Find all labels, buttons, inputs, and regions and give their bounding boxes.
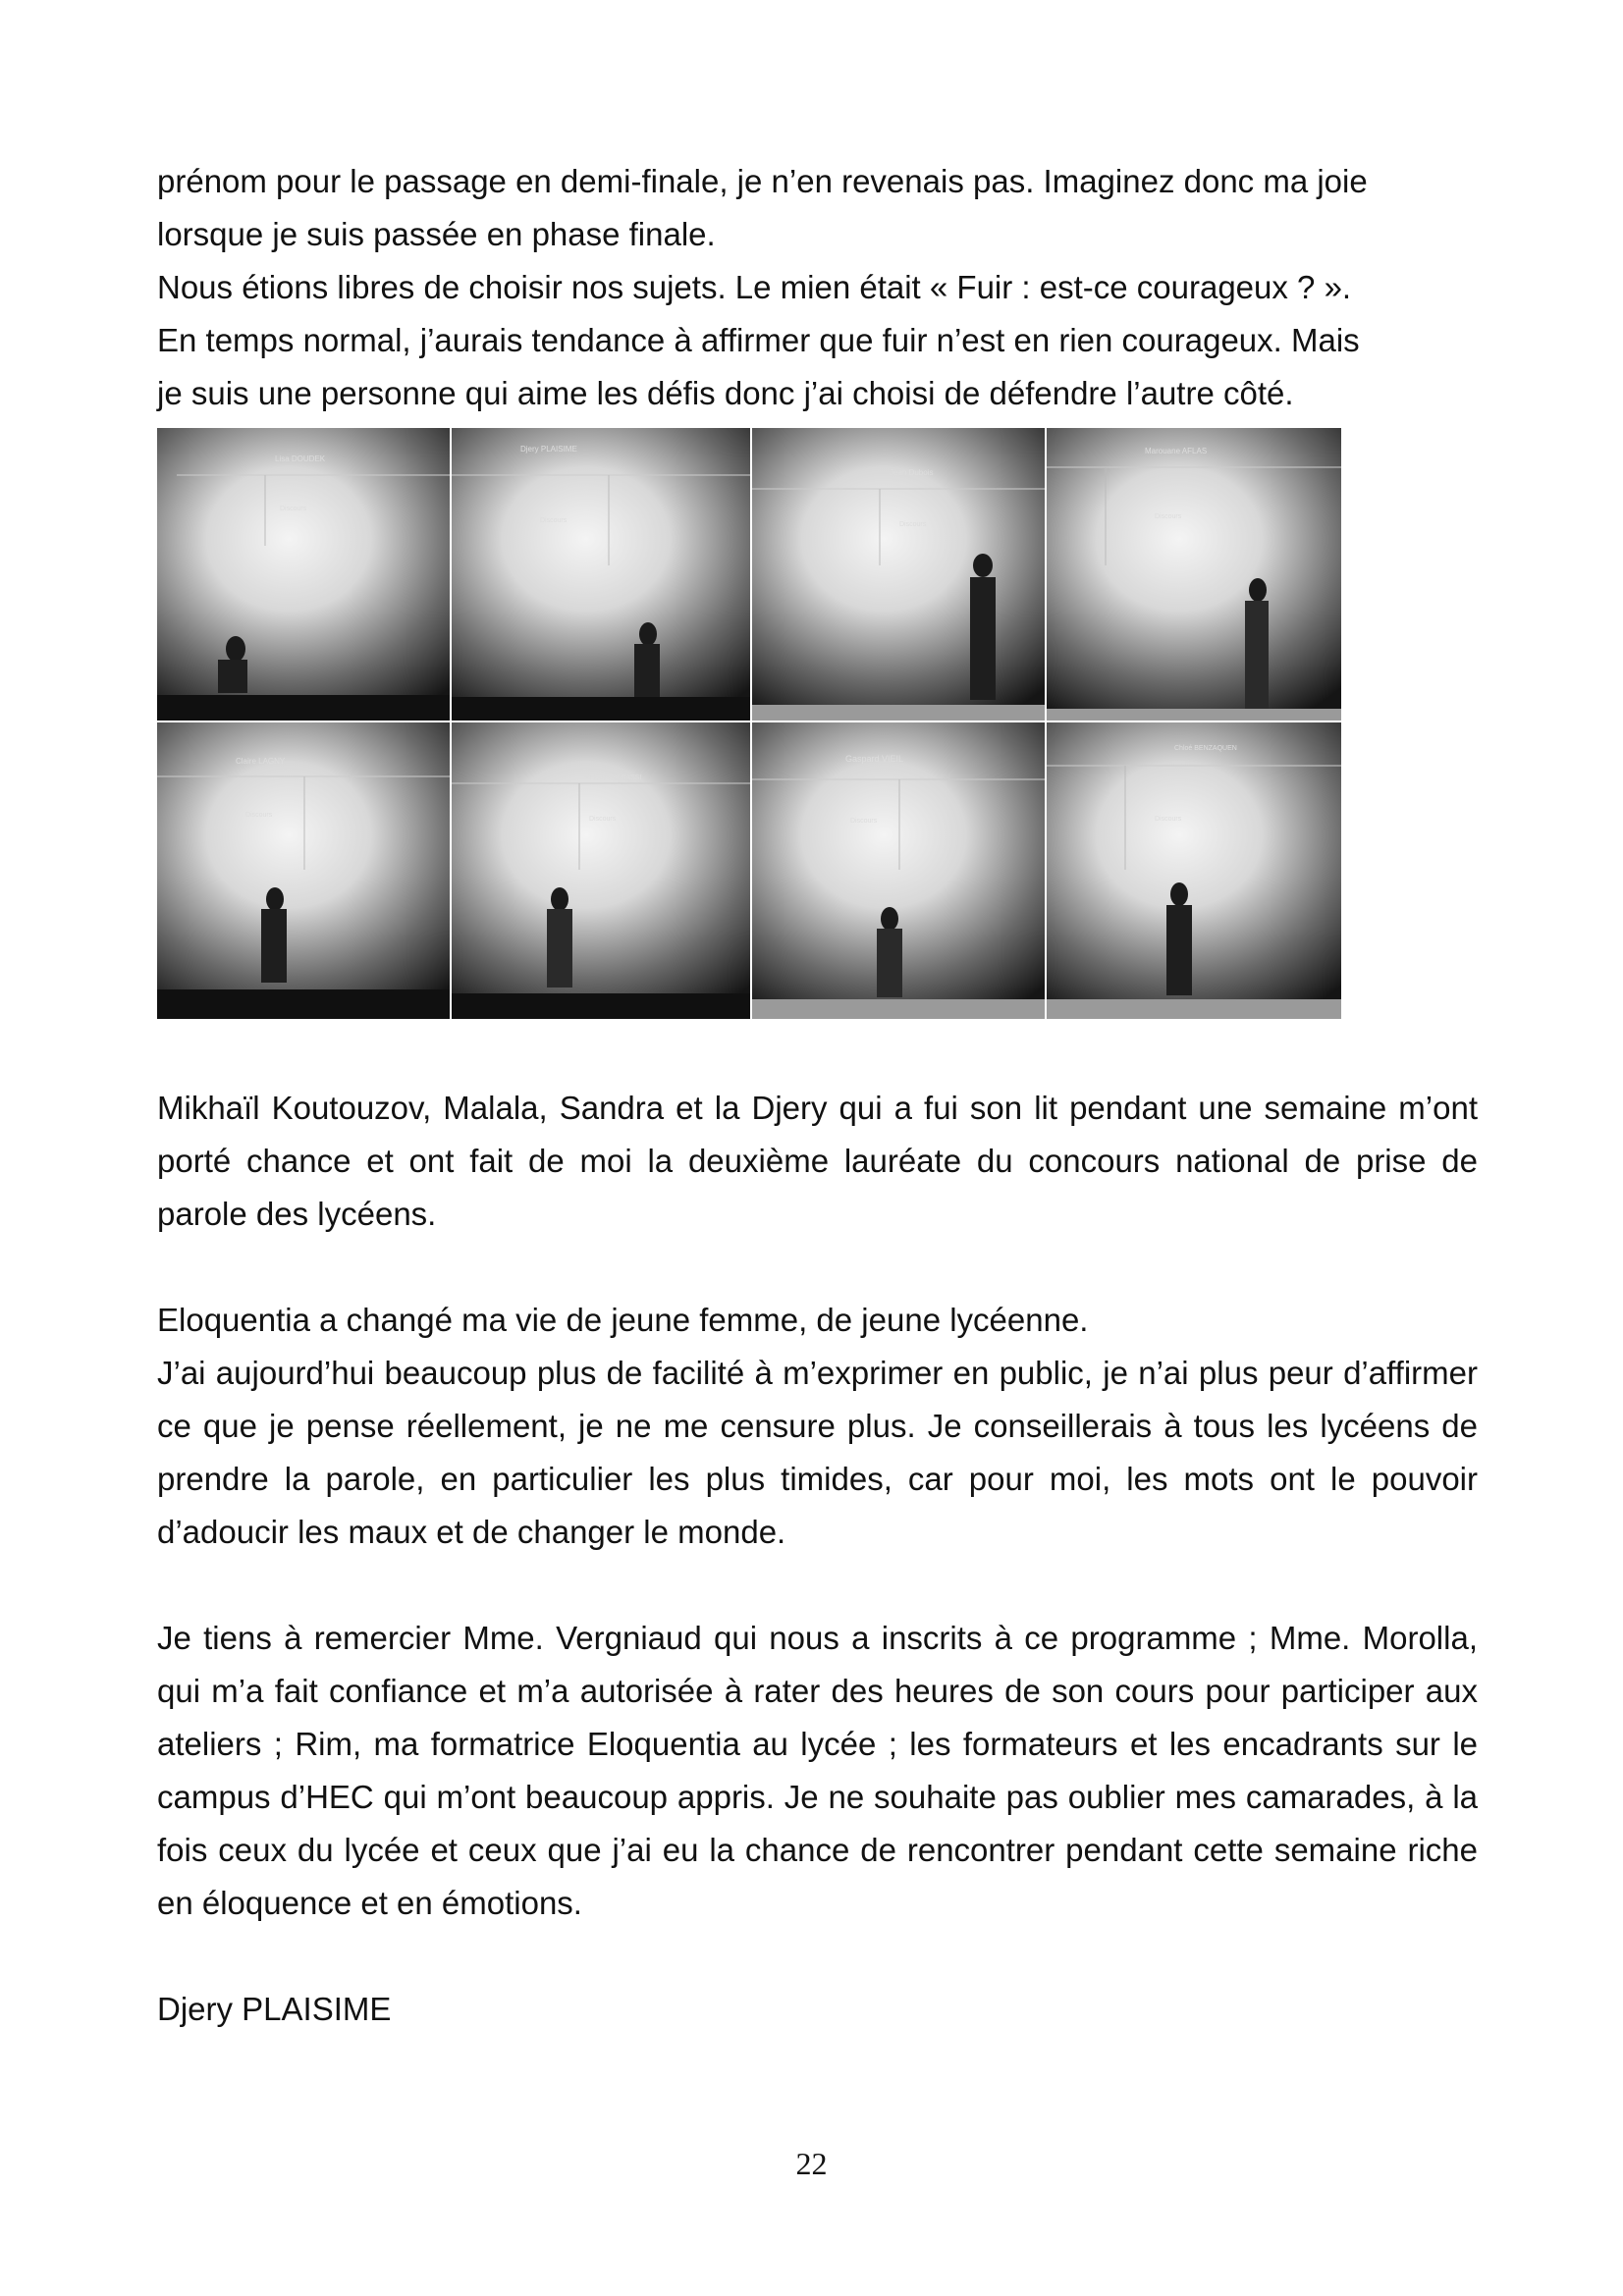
photo-name-label: Gaspard VIEIL: [845, 754, 904, 764]
photo-role-label: Discours: [245, 812, 273, 819]
photo-role-label: Discours: [850, 818, 878, 825]
text-line: J’ai aujourd’hui beaucoup plus de facilité à m’exprimer en public, je n’ai plus peur d’affirmer ce que je pense réellement, je ne me censure plus. Je conseillerais à tous les lycéens de prendre la parole, en particulier les plus timides, car pour moi, les mots ont le pouvoir d’adoucir les maux et de changer le monde.: [157, 1355, 1478, 1550]
text-line: En temps normal, j’aurais tendance à affirmer que fuir n’est en rien courageux. Mais: [157, 322, 1360, 358]
stage-photo-4: [1047, 428, 1341, 721]
stage-photo-8: [1047, 722, 1341, 1019]
photo-name-label: Jean Dubois: [890, 468, 934, 477]
paragraph-acknowledgements: Je tiens à remercier Mme. Vergniaud qui nous a inscrits à ce programme ; Mme. Morolla, qui m’a fait confiance et m’a autorisée à rater des heures de son cours pour participer aux ateliers ; Rim, ma formatrice Eloquentia au lycée ; les formateurs et les encadrants sur le campus d’HEC qui m’ont beaucoup appris. Je ne souhaite pas oublier mes camarades, à la fois ceux du lycée et ceux que j’ai eu la chance de rencontrer pendant cette semaine riche en éloquence et en émotions.: [157, 1620, 1478, 1921]
text-line: Eloquentia a changé ma vie de jeune femme, de jeune lycéenne.: [157, 1302, 1089, 1338]
signature: Djery PLAISIME: [157, 1991, 392, 2027]
page-number: 22: [795, 2146, 828, 2181]
stage-photo-1: [157, 428, 450, 721]
photo-name-label: Marouane AFLAS: [1145, 447, 1208, 455]
photo-role-label: Discours: [1155, 816, 1182, 823]
text-line: je suis une personne qui aime les défis donc j’ai choisi de défendre l’autre côté.: [157, 375, 1294, 411]
photo-name-label: Chloé BENZAQUEN: [1174, 745, 1237, 752]
text-line: prénom pour le passage en demi-finale, je n’en revenais pas. Imaginez donc ma joie: [157, 163, 1368, 199]
stage-photo-2: [452, 428, 750, 721]
photo-role-label: Discours: [1155, 513, 1182, 520]
photo-name-label: Claire LAGNY: [236, 757, 286, 766]
stage-photo-3: [752, 428, 1045, 721]
text-line: Nous étions libres de choisir nos sujets. Le mien était « Fuir : est-ce courageux ? ».: [157, 269, 1352, 305]
text-line: lorsque je suis passée en phase finale.: [157, 216, 716, 252]
photo-role-label: Discours: [540, 517, 568, 524]
paragraph-eloquentia: [157, 1294, 1478, 1559]
photo-name-label: Lisa DOUDEK: [275, 454, 326, 463]
photo-role-label: Discours: [589, 816, 617, 823]
photo-collage: [157, 428, 1339, 1021]
paragraph-intro: [157, 155, 1478, 420]
photo-name-label: Melody KALBASSI: [584, 774, 642, 781]
photo-role-label: Discours: [280, 506, 307, 512]
paragraph-thanks-luck: Mikhaïl Koutouzov, Malala, Sandra et la Djery qui a fui son lit pendant une semaine m’ont porté chance et ont fait de moi la deuxième lauréate du concours national de prise de parole des lycéens.: [157, 1090, 1478, 1232]
stage-photo-5: [157, 722, 450, 1019]
stage-photo-7: [752, 722, 1045, 1019]
photo-role-label: Discours: [899, 521, 927, 528]
stage-photo-6: [452, 722, 750, 1019]
photo-name-label: Djery PLAISIME: [520, 445, 577, 454]
